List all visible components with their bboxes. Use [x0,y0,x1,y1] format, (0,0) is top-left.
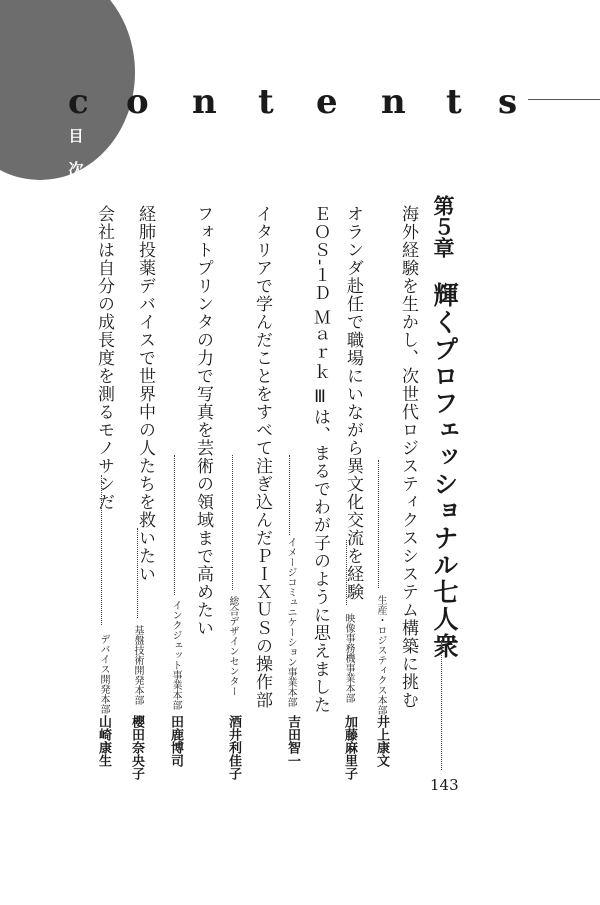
entry-department: 映像事務機事業本部 [343,613,354,703]
leader-dots [101,475,104,625]
leader-dots [137,528,140,618]
leader-dots [174,455,177,595]
contents-letter: t [446,82,462,122]
entry-title: 会社は自分の成長度を測るモノサシだ [94,205,114,511]
entry-author: 櫻田奈央子 [129,715,144,780]
contents-letter: n [381,82,406,122]
entry-department: 生産・ロジスティクス本部 [375,595,386,715]
entry-title: オランダ赴任で職場にいながら異文化交流を経験 [343,205,363,601]
contents-letter: e [316,82,338,122]
chapter-title: 輝くプロフェッショナル七人衆 [430,282,459,660]
entry-author: 加藤麻里子 [342,715,357,780]
entry-author: 酒井利佳子 [226,715,241,780]
entry-department: 総合デザインセンター [227,596,238,696]
entry-title: 経肺投薬デバイスで世界中の人たちを救いたい [135,205,155,583]
entry-title: 海外経験を生かし、次世代ロジスティクスシステム構築に挑む [398,205,418,709]
contents-letter: n [192,82,217,122]
leader-dots [289,455,292,535]
contents-letter: o [126,82,149,122]
entry-author: 田鹿博司 [168,715,183,767]
contents-heading [68,84,528,120]
header-rule [528,99,600,100]
entry-title: ＥＯＳ‐１Ｄ Ｍａｒｋ Ⅲは、まるでわが子のように思えました [310,205,330,714]
entry-department: 基盤技術開発本部 [132,625,143,705]
mokuji-char: 次 [68,160,84,178]
chapter-label: 第５章 [431,195,455,258]
leader-dots [232,455,235,590]
entry-department: インクジェット事業本部 [170,600,181,710]
mokuji-label [61,120,91,186]
mokuji-char: 目 [68,127,84,145]
leader-dots [378,460,381,588]
entry-author: 山崎康生 [96,715,111,767]
contents-letter: c [68,82,89,122]
contents-letter: t [258,82,274,122]
contents-letter: s [498,82,518,122]
chapter-leader-dots [441,640,444,770]
entry-department: デバイス開発本部 [98,634,109,714]
entry-title: フォトプリンタの力で写真を芸術の領域まで高めたい [193,205,213,637]
entry-department: イメージコミュニケーション事業本部 [285,537,296,707]
entry-title: イタリアで学んだことをすべて注ぎ込んだＰＩＸＵＳの操作部 [252,205,272,709]
entry-author: 井上康文 [374,715,389,767]
leader-dots [346,540,349,605]
chapter-page-number: 143 [430,776,459,794]
entry-author: 吉田智一 [285,715,300,767]
